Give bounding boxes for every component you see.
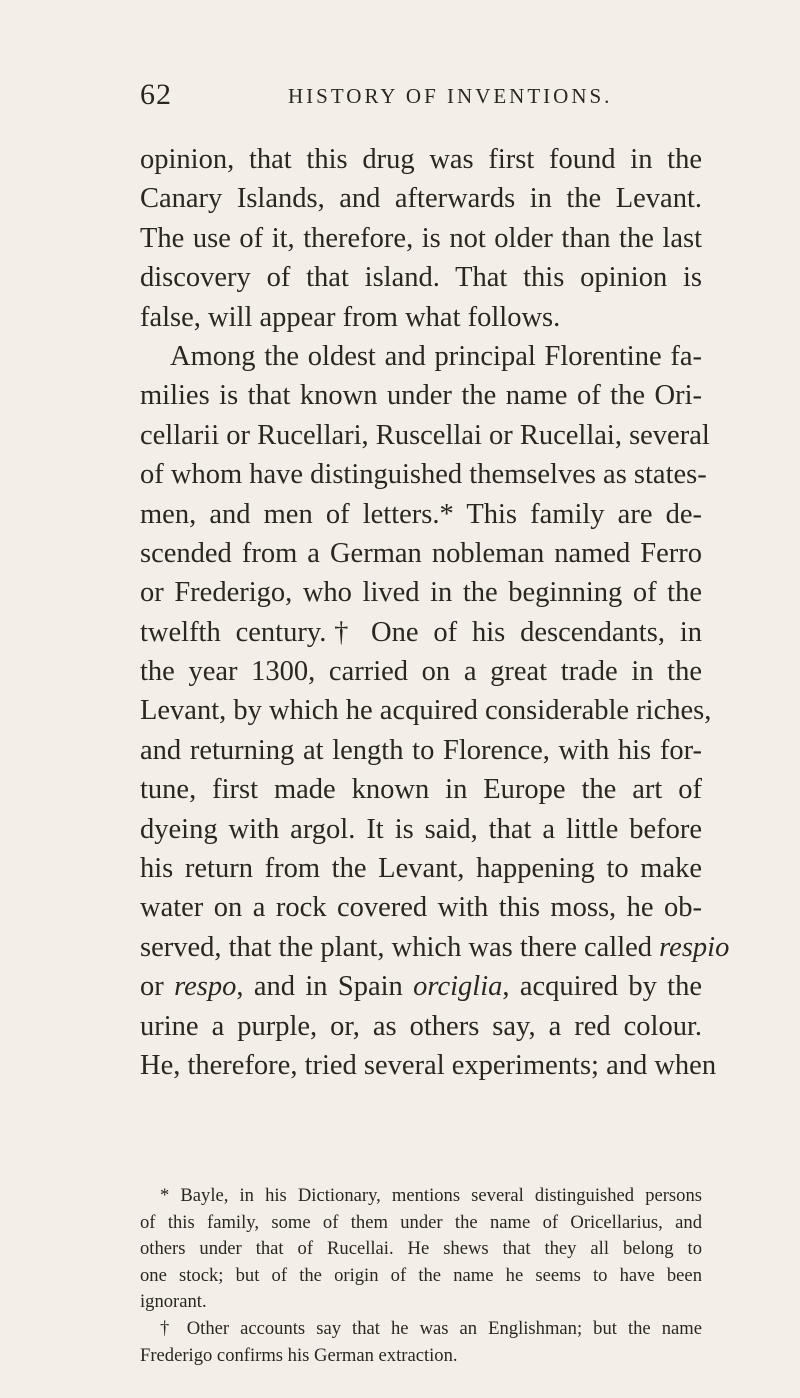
body-line: the year 1300, carried on a great trade in the [140,656,702,688]
body-line: of whom have distinguished themselves as states- [140,459,707,491]
body-line: Levant, by which he acquired considerable riches, [140,695,712,727]
body-line: water on a rock covered with this moss, he ob- [140,892,702,924]
body-line: dyeing with argol. It is said, that a little before [140,813,702,845]
body-line: Among the oldest and principal Florentine fa- [170,340,702,372]
body-line: milies is that known under the name of the Ori- [140,380,702,412]
footnote-line: of this family, some of them under the name of Oricellarius, and [140,1211,702,1233]
body-line-text: served, that the plant, which was there called [140,931,660,963]
body-line: twelfth century.† One of his descendants, in [140,616,702,648]
italic-term: orciglia [413,971,503,1003]
footnote-line: one stock; but of the origin of the name he seems to have been [140,1264,702,1286]
body-line: or Frederigo, who lived in the beginning of the [140,577,702,609]
body-line-text: , and in Spain [236,971,414,1003]
body-line: discovery of that island. That this opinion is [140,262,702,294]
body-line: scended from a German nobleman named Ferro [140,537,702,569]
body-line: He, therefore, tried several experiments; and when [140,1049,717,1081]
body-line: men, and men of letters.* This family are de- [140,498,702,530]
footnote-line: * Bayle, in his Dictionary, mentions several distinguished persons [160,1185,702,1206]
italic-term: respo [174,971,237,1003]
body-line: tune, first made known in Europe the art of [140,774,702,806]
body-line: cellarii or Rucellari, Ruscellai or Rucellai, several [140,419,710,451]
running-head [140,78,700,118]
footnote-line: † Other accounts say that he was an Englishman; but the name [160,1317,702,1339]
body-line-mixed [140,928,730,967]
body-line-mixed [140,967,702,1006]
body-line: The use of it, therefore, is not older than the last [140,222,702,254]
body-line: opinion, that this drug was first found in the [140,144,702,175]
footnote-line: ignorant. [140,1291,207,1313]
body-text [140,140,730,1085]
footnotes [140,1183,702,1369]
body-line: false, will appear from what follows. [140,301,561,333]
body-line: Canary Islands, and afterwards in the Levant. [140,183,702,215]
italic-term: respio [659,931,730,963]
body-line: and returning at length to Florence, with his for- [140,734,702,766]
running-title: HISTORY OF INVENTIONS. [288,84,613,108]
footnote-line: others under that of Rucellai. He shews that they all belong to [140,1238,702,1260]
body-line-text: or [140,971,175,1003]
page-number: 62 [140,78,172,111]
body-line: his return from the Levant, happening to make [140,853,702,885]
body-line-text: , acquired by the [502,971,702,1003]
body-line: urine a purple, or, as others say, a red colour. [140,1010,702,1042]
footnote-line: Frederigo confirms his German extraction. [140,1344,458,1366]
